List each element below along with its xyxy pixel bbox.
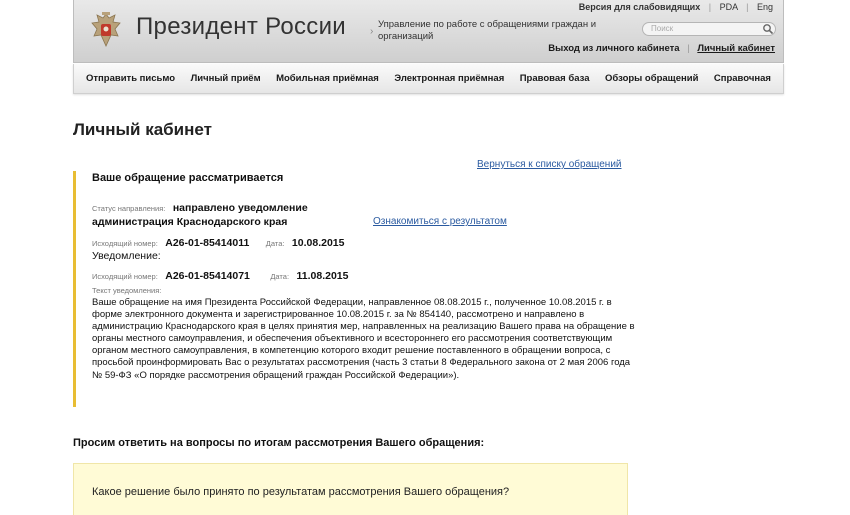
- search-icon[interactable]: [762, 23, 774, 35]
- nav-item-personal-reception[interactable]: Личный приём: [190, 73, 261, 84]
- outgoing-row-2: [92, 266, 348, 284]
- pda-link[interactable]: PDA: [719, 2, 738, 12]
- date-value: 10.08.2015: [291, 237, 345, 249]
- site-title[interactable]: Президент России: [136, 13, 347, 40]
- outgoing-number-label: Исходящий номер:: [92, 239, 158, 248]
- title-separator: ›: [370, 26, 374, 37]
- site-subtitle[interactable]: Управление по работе с обращениями граждан и организаций: [378, 19, 597, 42]
- appeal-status-panel: [73, 171, 633, 407]
- back-to-list-link[interactable]: Вернуться к списку обращений: [477, 159, 622, 170]
- divider: |: [687, 43, 690, 54]
- direction-status-row: [92, 198, 308, 216]
- cabinet-links: [548, 43, 775, 54]
- nav-item-mobile-reception[interactable]: Мобильная приёмная: [276, 73, 379, 84]
- cabinet-link[interactable]: Личный кабинет: [697, 43, 775, 54]
- outgoing-number-label: Исходящий номер:: [92, 272, 158, 281]
- exit-cabinet-link[interactable]: Выход из личного кабинета: [548, 43, 680, 54]
- coat-of-arms-icon[interactable]: [89, 10, 123, 50]
- english-link[interactable]: Eng: [756, 2, 773, 12]
- site-header: [73, 0, 784, 63]
- outgoing-number-value: А26-01-85414011: [165, 237, 250, 249]
- nav-item-reference[interactable]: Справочная: [713, 73, 771, 84]
- main-nav: [73, 64, 784, 94]
- nav-item-electronic-reception[interactable]: Электронная приёмная: [394, 73, 505, 84]
- divider: |: [708, 2, 712, 12]
- notice-text: Ваше обращение на имя Президента Российской Федерации, направленное 08.08.2015 г., полученное 10.08.2015 г. в форме электронного документа и зарегистрированное 10.08.2015 г. за № 854140, рассмотрено и направлено в администрацию Краснодарского края в целях принятия мер, направленных на реализацию Вашего права на обращение в органы местного самоуправления, и обеспечения объективного и всестороннего его рассмотрения соответствующим органом местного самоуправления, в компетенцию которого входит решение поставленного в обращении вопроса, с просьбой проинформировать Вас о результатах рассмотрения (часть 3 статьи 8 Федерального закона от 2 мая 2006 года № 59-ФЗ «О порядке рассмотрения обращений граждан Российской Федерации»).: [92, 297, 635, 381]
- date-label: Дата:: [270, 272, 290, 281]
- direction-status-value: направлено уведомление: [172, 202, 308, 214]
- notice-text-label: Текст уведомления:: [92, 286, 162, 295]
- date-label: Дата:: [265, 239, 285, 248]
- direction-recipient: администрация Краснодарского края: [92, 216, 288, 228]
- date-value: 11.08.2015: [296, 270, 349, 282]
- nav-item-send-letter[interactable]: Отправить письмо: [86, 73, 176, 84]
- top-links: [573, 2, 773, 12]
- direction-status-label: Статус направления:: [92, 204, 166, 213]
- view-result-link[interactable]: Ознакомиться с результатом: [373, 216, 507, 227]
- outgoing-number-value: А26-01-85414071: [165, 270, 250, 282]
- question-panel: [73, 463, 628, 515]
- notice-label: Уведомление:: [92, 250, 161, 262]
- accessible-version-link[interactable]: Версия для слабовидящих: [578, 2, 701, 12]
- question-text: Какое решение было принято по результатам рассмотрения Вашего обращения?: [92, 486, 510, 498]
- outgoing-row-1: [92, 233, 344, 251]
- status-heading: Ваше обращение рассматривается: [92, 172, 284, 184]
- page-title: Личный кабинет: [73, 120, 212, 139]
- questions-title: Просим ответить на вопросы по итогам рассмотрения Вашего обращения:: [73, 437, 485, 449]
- divider: |: [746, 2, 749, 12]
- nav-item-legal-base[interactable]: Правовая база: [519, 73, 590, 84]
- search-input[interactable]: Поиск: [642, 22, 776, 36]
- nav-item-reviews[interactable]: Обзоры обращений: [604, 73, 699, 84]
